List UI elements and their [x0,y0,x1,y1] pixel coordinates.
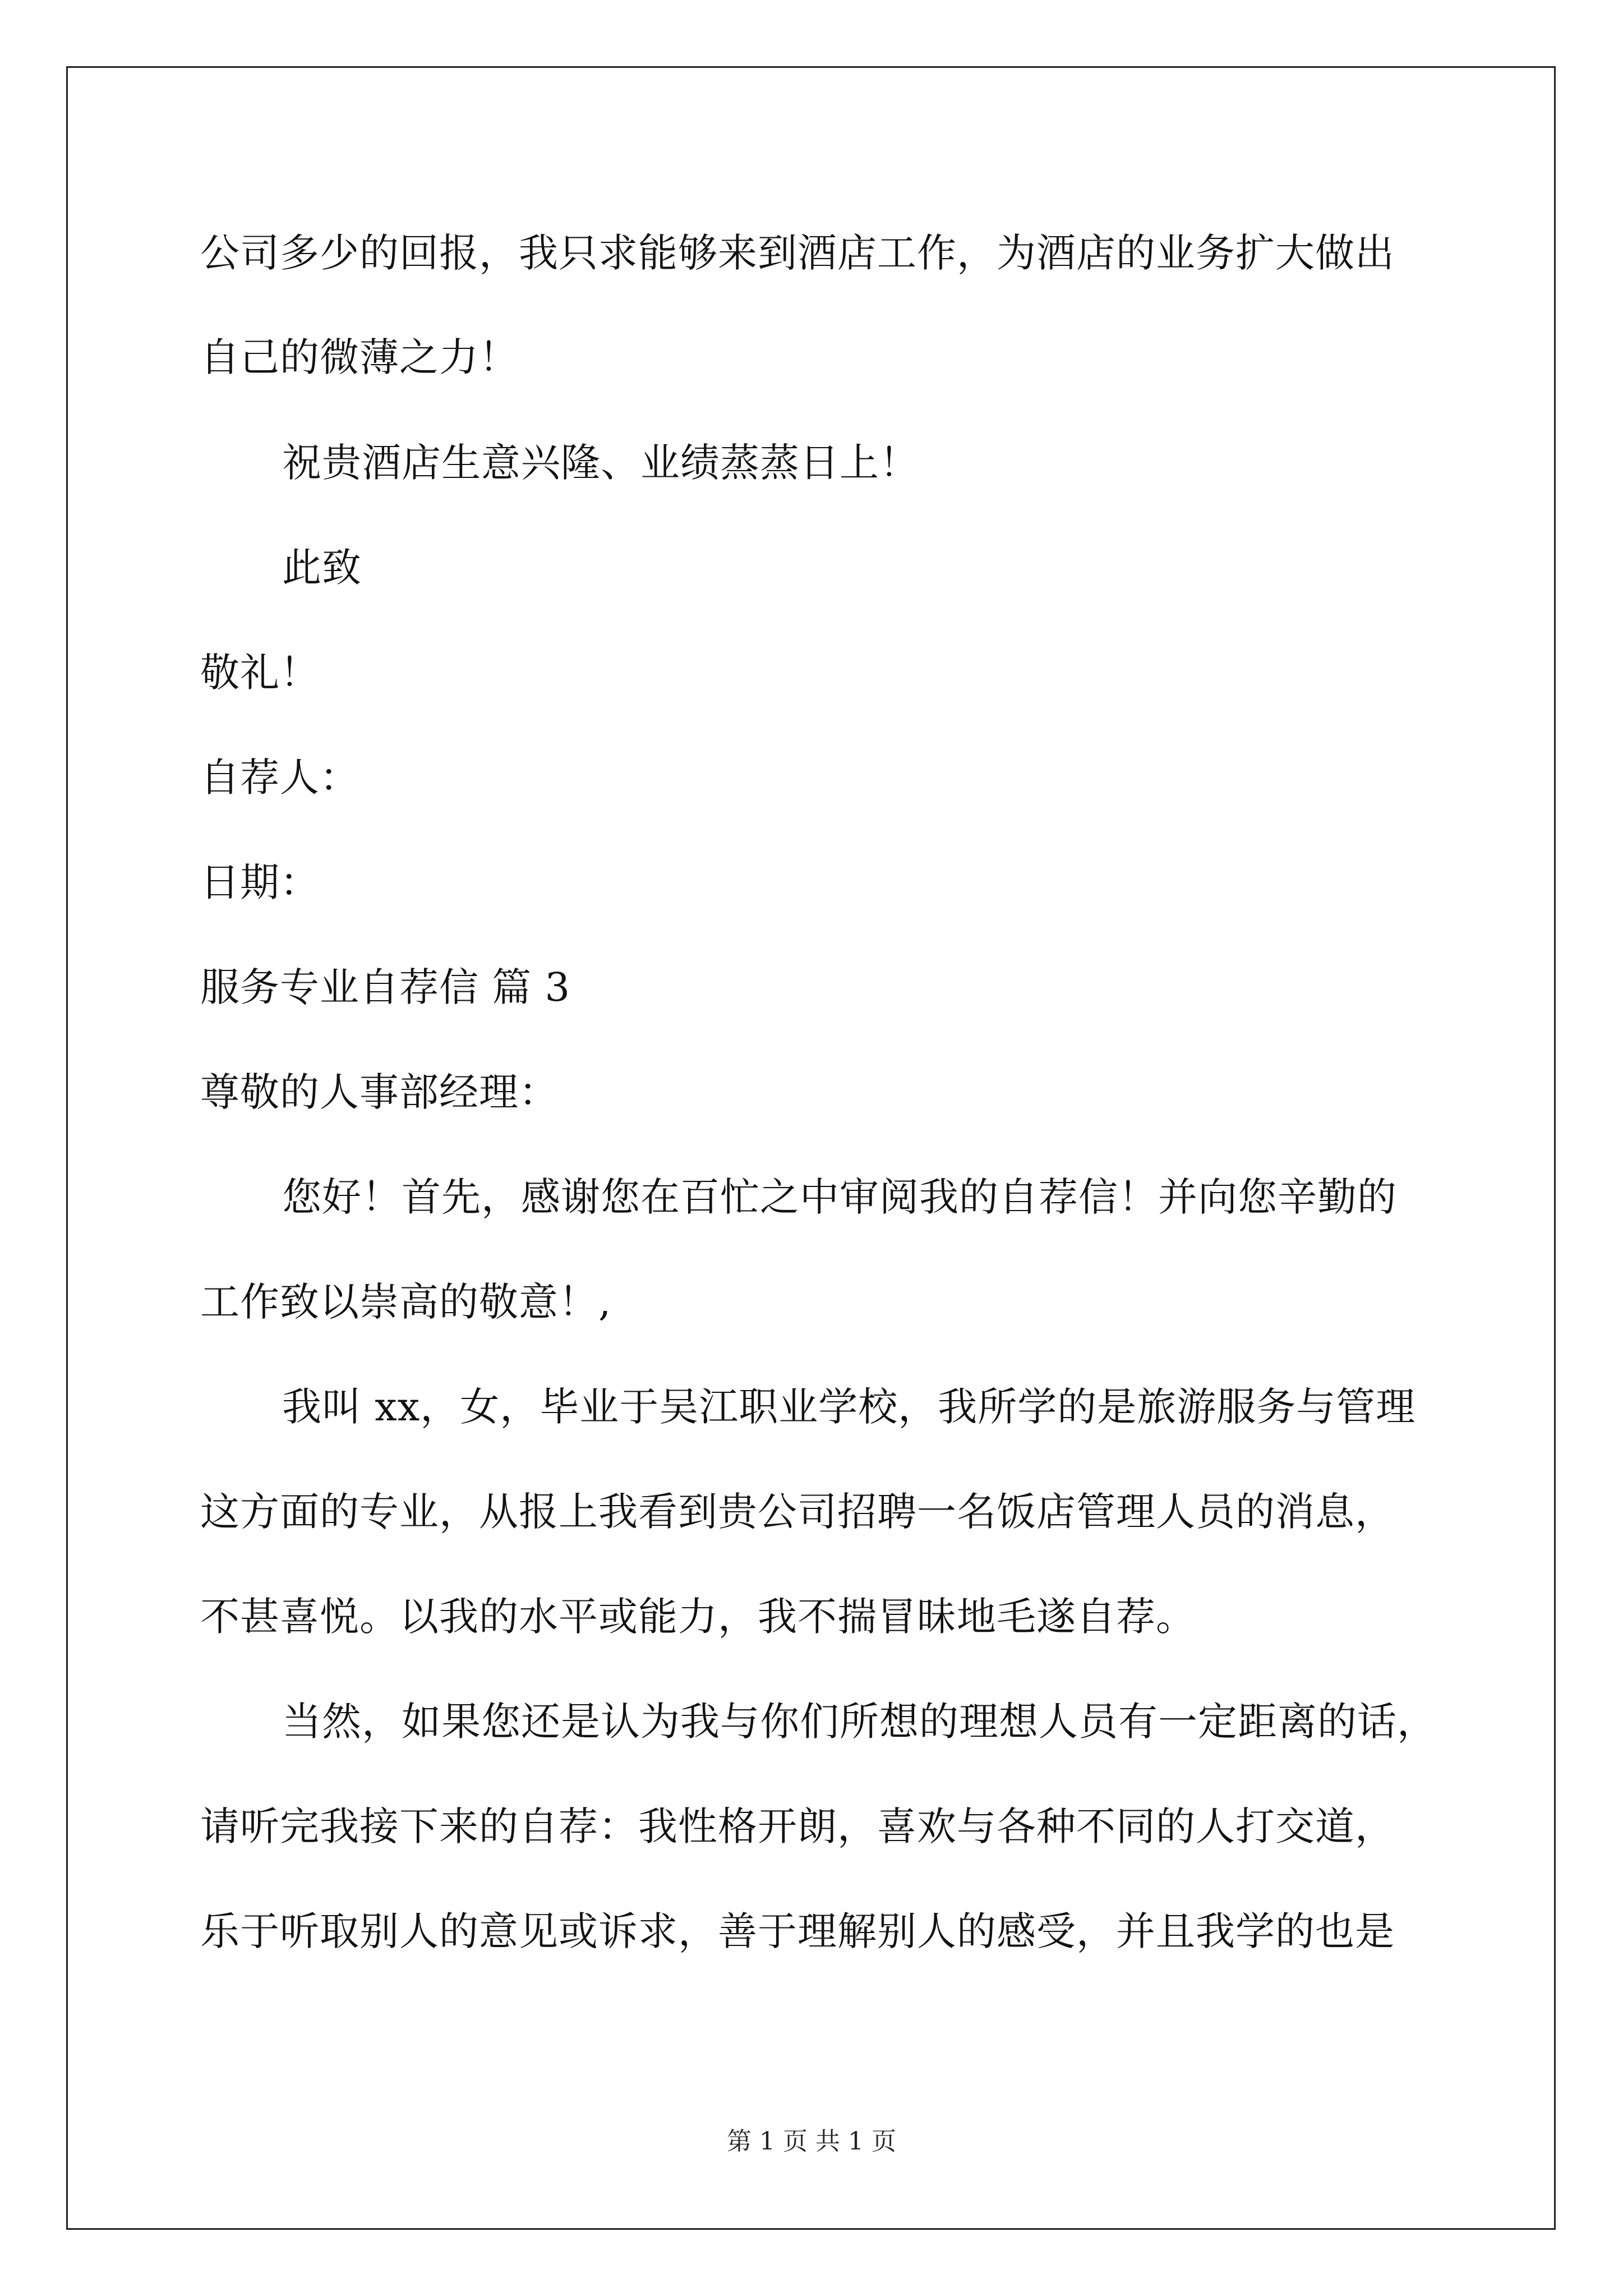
text-line-5: 敬礼！ [200,650,320,696]
text-line-17: 乐于听取别人的意见或诉求，善于理解别人的感受，并且我学的也是 [200,1908,1395,1954]
text-line-16: 请听完我接下来的自荐：我性格开朗，喜欢与各种不同的人打交道， [200,1803,1395,1849]
text-line-4: 此致 [282,545,362,591]
text-line-13: 这方面的专业，从报上我看到贵公司招聘一名饭店管理人员的消息， [200,1489,1395,1535]
text-line-1: 公司多少的回报，我只求能够来到酒店工作，为酒店的业务扩大做出 [200,230,1395,276]
text-line-2: 自己的微薄之力！ [200,334,519,380]
text-line-7: 日期： [200,859,320,905]
text-line-6: 自荐人： [200,754,359,800]
section-heading: 服务专业自荐信 篇 3 [200,964,571,1010]
text-line-14: 不甚喜悦。以我的水平或能力，我不揣冒昧地毛遂自荐。 [200,1594,1196,1640]
page-footer: 第 1 页 共 1 页 [727,2127,896,2156]
text-line-12: 我叫 xx，女，毕业于吴江职业学校，我所学的是旅游服务与管理 [282,1384,1416,1430]
text-line-9: 尊敬的人事部经理： [200,1069,559,1115]
text-line-15: 当然，如果您还是认为我与你们所想的理想人员有一定距离的话， [282,1699,1437,1745]
text-line-10: 您好！首先，感谢您在百忙之中审阅我的自荐信！并向您辛勤的 [282,1174,1397,1220]
text-line-3: 祝贵酒店生意兴隆、业绩蒸蒸日上！ [282,440,919,486]
text-line-11: 工作致以崇高的敬意！, [200,1279,612,1325]
page-border [66,66,1556,2230]
